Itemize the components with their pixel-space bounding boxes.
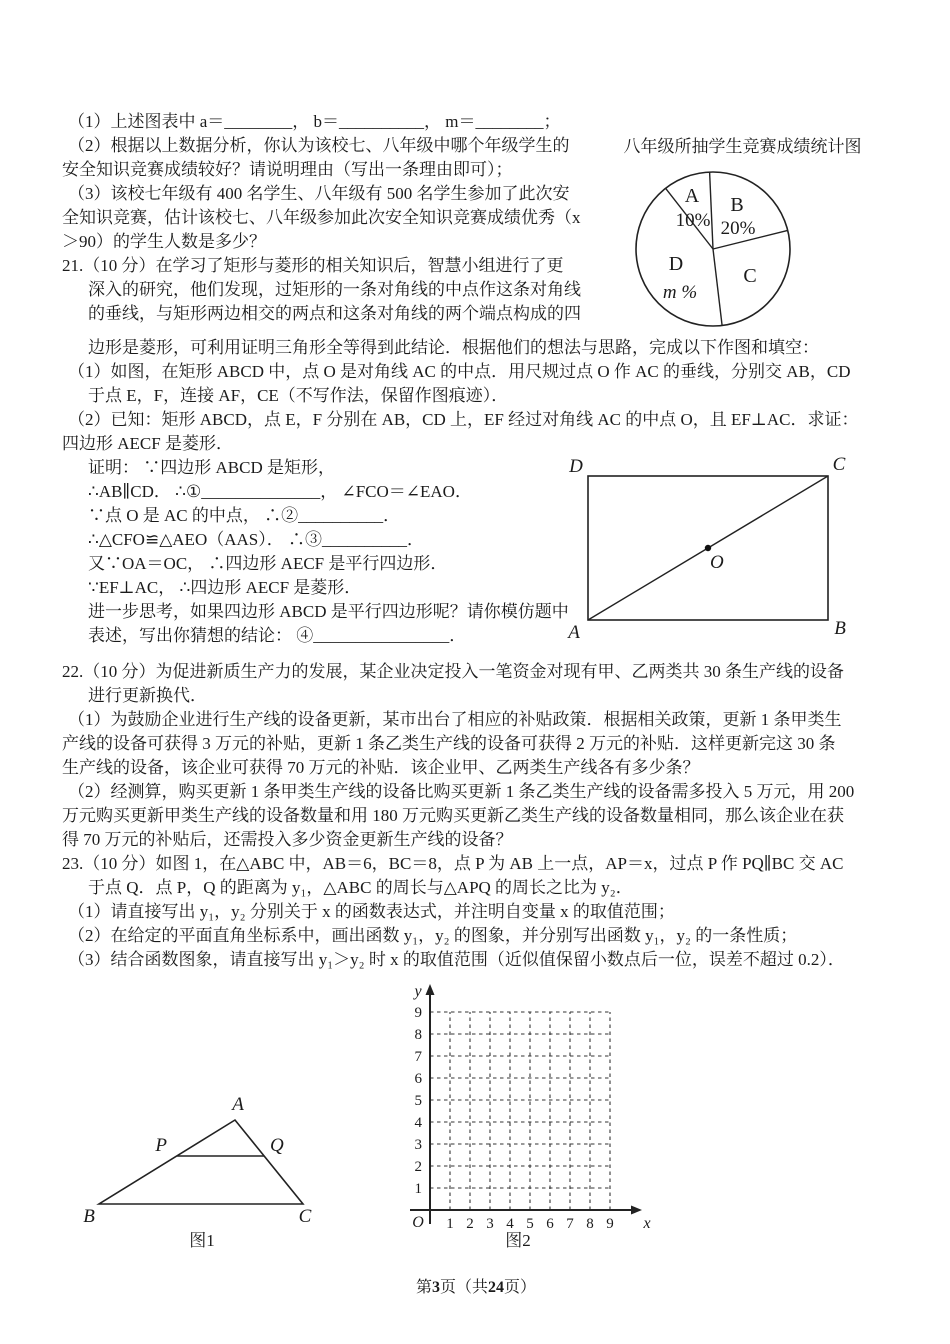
triangle-label-b: B [83,1206,95,1227]
figure-1-caption: 图1 [189,1231,215,1250]
q21-line-6: 于点 E，F，连接 AF，CE（不写作法，保留作图痕迹）． [88,386,509,405]
vertex-label-b: B [834,618,846,639]
footer-mid: 页（共 [439,1279,488,1296]
y-tick-1: 1 [414,1181,422,1197]
page-footer [62,1274,890,1297]
q23-line-3: （1）请直接写出 y₁，y₂ 分别关于 x 的函数表达式，并注明自变量 x 的取值范围； [68,902,675,921]
q22-line-1: 22.（10 分）为促进新质生产力的发展，某企业决定投入一笔资金对现有甲、乙两类共 30 条生产线的设备 [62,662,844,681]
q20-line-5: 全知识竞赛，估计该校七、八年级参加此次安全知识竞赛成绩优秀（x [62,208,581,227]
q21-line-10: ∴AB∥CD． ∴①______________， ∠FCO＝∠EAO． [88,482,472,501]
q20-line-3: 安全知识竞赛成绩较好？请说明理由（写出一条理由即可）； [62,160,513,179]
vertex-label-d: D [569,456,583,477]
pie-chart [595,160,890,332]
footer-total-pages: 24 [488,1279,504,1296]
q23-line-5: （3）结合函数图象，请直接写出 y₁＞y₂ 时 x 的取值范围（近似值保留小数点后一位，误差不超过 0.2）． [68,950,845,969]
grid-horizontal-lines [430,1012,610,1188]
figure-1-block [77,1094,327,1254]
y-tick-2: 2 [414,1159,422,1175]
y-axis-arrow [426,984,435,995]
midpoint-o-dot [705,545,711,551]
triangle-abc [99,1120,303,1204]
y-tick-9: 9 [414,1005,422,1021]
q22-line-8: 得 70 万元的补贴后，还需投入多少资金更新生产线的设备？ [62,830,513,849]
pie-value-a: 10% [675,210,711,231]
q20-line-4: （3）该校七年级有 400 名学生、八年级有 500 名学生参加了此次安 [68,184,570,203]
y-tick-6: 6 [414,1071,422,1087]
q21-line-7: （2）已知：矩形 ABCD，点 E，F 分别在 AB，CD 上，EF 经过对角线 AC 的中点 O，且 EF⊥AC．求证： [68,410,859,429]
y-axis-label: y [414,983,422,1000]
pie-chart-title: 八年级所抽学生竞赛成绩统计图 [623,137,862,156]
q22-line-4: 产线的设备可获得 3 万元的补贴，更新 1 条乙类生产线的设备可获得 2 万元的补贴．这样更新完这 30 条 [62,734,836,753]
x-tick-8: 8 [586,1216,594,1228]
q21-line-3: 的垂线，与矩形两边相交的两点和这条对角线的两个端点构成的四 [88,304,581,323]
q23-line-4: （2）在给定的平面直角坐标系中，画出函数 y₁，y₂ 的图象，并分别写出函数 y₁，y₂ 的一条性质； [68,926,798,945]
grid-vertical-lines [450,1012,610,1210]
figures-row [77,978,890,1254]
coordinate-grid [382,978,654,1228]
pie-label-c: C [743,265,757,287]
triangle-label-p: P [155,1135,167,1156]
pie-label-b: B [730,194,744,216]
x-tick-5: 5 [526,1216,534,1228]
triangle-label-q: Q [270,1135,284,1156]
q22-line-2: 进行更新换代． [88,686,207,705]
pie-value-d: m % [662,282,698,303]
x-tick-6: 6 [546,1216,554,1228]
triangle-label-c: C [298,1206,312,1227]
pie-divider-cd [713,249,722,326]
rectangle-diagram [560,456,890,656]
rectangle-figure [560,456,890,656]
pie-label-a: A [684,185,700,207]
q21-line-2: 深入的研究，他们发现，过矩形的一条对角线的中点作这条对角线 [88,280,581,299]
vertex-label-a: A [568,622,580,643]
q21-line-13: 又∵OA＝OC， ∴四边形 AECF 是平行四边形． [88,554,448,573]
vertex-label-c: C [832,456,846,475]
triangle-label-a: A [232,1094,244,1115]
y-tick-4: 4 [414,1115,422,1131]
q22-line-7: 万元购买更新甲类生产线的设备数量和用 180 万元购买更新乙类生产线的设备数量相同，那么该企业在获 [62,806,844,825]
figure-2-caption: 图2 [505,1231,531,1250]
x-tick-9: 9 [606,1216,614,1228]
q21-line-8: 四边形 AECF 是菱形． [62,434,233,453]
pie-label-d: D [668,253,684,275]
q22-line-3: （1）为鼓励企业进行生产线的设备更新，某市出台了相应的补贴政策．根据相关政策，更新 1 条甲类生 [68,710,842,729]
q21-line-5: （1）如图，在矩形 ABCD 中，点 O 是对角线 AC 的中点．用尺规过点 O 作 AC 的垂线，分别交 AB，CD [68,362,851,381]
q21-line-4: 边形是菱形，可利用证明三角形全等得到此结论．根据他们的想法与思路，完成以下作图和填空： [88,338,819,357]
q21-line-1: 21.（10 分）在学习了矩形与菱形的相关知识后，智慧小组进行了更 [62,256,564,275]
q22-line-5: 生产线的设备，该企业可获得 70 万元的补贴．该企业甲、乙两类生产线各有多少条？ [62,758,700,777]
triangle-diagram [77,1094,327,1228]
midpoint-label-o: O [710,552,724,573]
footer-page-number: 3 [431,1279,440,1296]
q21-line-14: ∵EF⊥AC， ∴四边形 AECF 是菱形． [88,578,362,597]
origin-label: O [412,1214,424,1228]
pie-chart-figure [595,134,890,332]
q21-line-16: 表述，写出你猜想的结论： ④________________． [88,626,467,645]
q20-line-2: （2）根据以上数据分析，你认为该校七、八年级中哪个年级学生的 [68,136,570,155]
footer-prefix: 第 [415,1279,432,1296]
q20-line-6: ＞90）的学生人数是多少？ [62,232,266,251]
q23-line-2: 于点 Q．点 P，Q 的距离为 y₁，△ABC 的周长与△APQ 的周长之比为 y₂． [88,878,633,897]
x-axis-arrow [631,1206,642,1215]
figure-2-block [382,978,654,1254]
q21-line-9: 证明： ∵四边形 ABCD 是矩形， [88,458,335,477]
footer-suffix: 页） [504,1279,537,1296]
q23-line-1: 23.（10 分）如图 1，在△ABC 中，AB＝6，BC＝8，点 P 为 AB 上一点，AP＝x，过点 P 作 PQ∥BC 交 AC [62,854,844,873]
y-tick-8: 8 [414,1027,422,1043]
y-tick-7: 7 [414,1049,422,1065]
q22-line-6: （2）经测算，购买更新 1 条甲类生产线的设备比购买更新 1 条乙类生产线的设备需多投入 5 万元，用 200 [68,782,855,801]
y-tick-5: 5 [414,1093,422,1109]
q21-line-15: 进一步思考，如果四边形 ABCD 是平行四边形呢？请你模仿题中 [88,602,569,621]
x-axis-label: x [643,1215,651,1228]
y-tick-3: 3 [414,1137,422,1153]
x-tick-4: 4 [506,1216,514,1228]
x-tick-2: 2 [466,1216,474,1228]
x-tick-1: 1 [446,1216,454,1228]
q21-line-12: ∴△CFO≌△AEO（AAS）． ∴③__________． [88,530,424,549]
x-tick-7: 7 [566,1216,574,1228]
q20-line-1: （1）上述图表中 a＝________， b＝__________， m＝________； [68,112,561,131]
pie-value-b: 20% [720,218,756,239]
x-tick-3: 3 [486,1216,494,1228]
q21-line-11: ∵点 O 是 AC 的中点， ∴②__________． [88,506,401,525]
